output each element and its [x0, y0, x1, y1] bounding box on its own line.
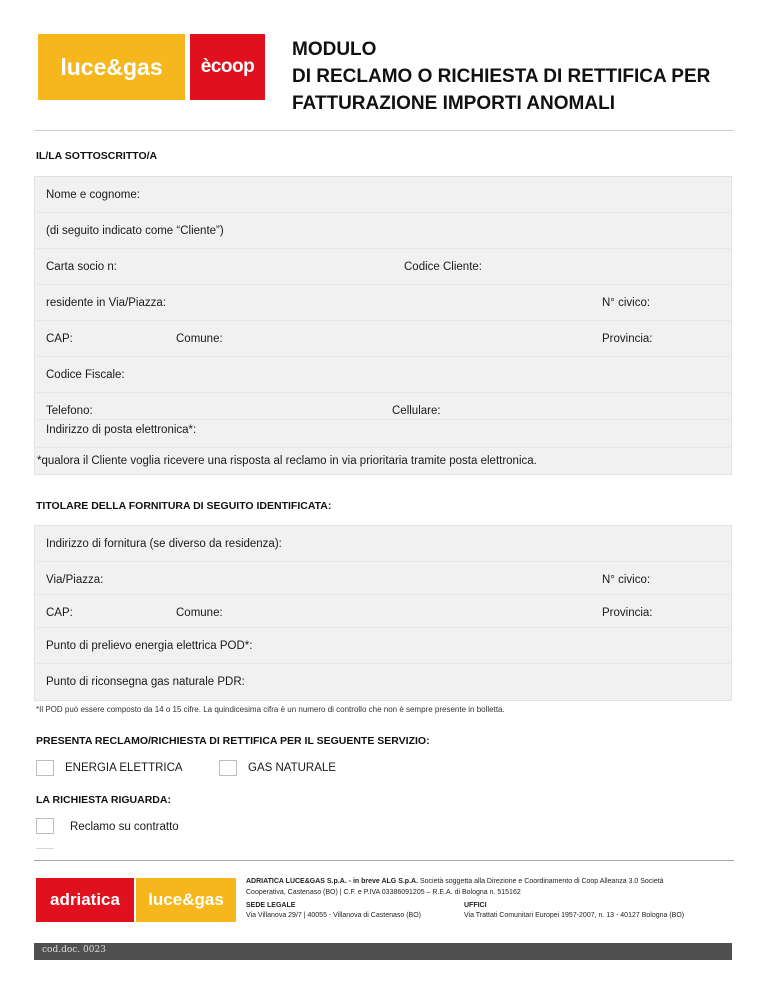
section-sottoscritto-heading: IL/LA SOTTOSCRITTO/A	[36, 150, 158, 162]
checkbox-gas-naturale[interactable]	[219, 760, 237, 776]
section-richiesta-heading: LA RICHIESTA RIGUARDA:	[36, 794, 171, 806]
footer-company-name: ADRIATICA LUCE&GAS S.p.A. - in breve ALG S.p.A.	[246, 878, 419, 885]
header-divider	[34, 130, 734, 131]
row-pdr[interactable]	[35, 664, 731, 700]
checkbox-energia-elettrica[interactable]	[36, 760, 54, 776]
label-comune: Comune:	[176, 333, 223, 345]
footer-company-line-2: Cooperativa, Castenaso (BO) | C.F. e P.IVA 03386091205 – R.E.A. di Bologna n. 515162	[246, 889, 521, 896]
row-telefono[interactable]	[35, 393, 731, 420]
section-fornitura-heading: TITOLARE DELLA FORNITURA DI SEGUITO IDENTIFICATA:	[36, 500, 332, 512]
label-civico-fornitura: N° civico:	[602, 574, 651, 586]
doc-code-bar	[34, 943, 732, 960]
label-civico: N° civico:	[602, 297, 651, 309]
label-codice-cliente: Codice Cliente:	[404, 261, 482, 273]
footer-uffici-address: Via Trattati Comunitari Europei 1957-2007, n. 13 - 40127 Bologna (BO)	[464, 912, 685, 919]
footer-sede-label: SEDE LEGALE	[246, 902, 296, 909]
label-energia-elettrica: ENERGIA ELETTRICA	[65, 762, 183, 774]
doc-code: cod.doc. 0023	[42, 945, 106, 955]
footer-company-rest: Società soggetta alla Direzione e Coordinamento di Coop Alleanza 3.0 Società	[418, 878, 664, 885]
label-gas-naturale: GAS NATURALE	[248, 762, 336, 774]
label-pod: Punto di prelievo energia elettrica POD*:	[46, 640, 253, 652]
sottoscritto-form	[34, 176, 732, 475]
label-provincia: Provincia:	[602, 333, 653, 345]
footer-company-line-1	[246, 878, 664, 885]
row-seguito[interactable]	[35, 213, 731, 249]
label-pdr: Punto di riconsegna gas naturale PDR:	[46, 676, 245, 688]
label-codice-fiscale: Codice Fiscale:	[46, 369, 125, 381]
luce-gas-logo: luce&gas	[38, 34, 185, 100]
row-codice-fiscale[interactable]	[35, 357, 731, 393]
title-line-1: MODULO	[292, 39, 377, 60]
footer-luce-gas-logo: luce&gas	[136, 878, 236, 922]
row-cap-fornitura[interactable]	[35, 595, 731, 628]
label-reclamo-contratto: Reclamo su contratto	[70, 821, 179, 833]
checkbox-edge-partial	[36, 848, 54, 849]
row-indirizzo-fornitura[interactable]	[35, 526, 731, 562]
title-line-2: DI RECLAMO O RICHIESTA DI RETTIFICA PER	[292, 66, 711, 87]
label-carta-socio: Carta socio n:	[46, 261, 117, 273]
row-via-fornitura[interactable]	[35, 562, 731, 595]
row-email[interactable]	[35, 420, 731, 448]
label-residente: residente in Via/Piazza:	[46, 297, 166, 309]
label-nome: Nome e cognome:	[46, 189, 140, 201]
coop-logo: ècoop	[190, 34, 265, 100]
label-seguito: (di seguito indicato come “Cliente”)	[46, 225, 224, 237]
footer-sede-address: Via Villanova 29/7 | 40055 - Villanova di Castenaso (BO)	[246, 912, 421, 919]
row-pod[interactable]	[35, 628, 731, 664]
form-title	[292, 36, 710, 117]
row-email-note	[35, 448, 731, 474]
fornitura-form	[34, 525, 732, 701]
row-residenza[interactable]	[35, 285, 731, 321]
section-servizio-heading: PRESENTA RECLAMO/RICHIESTA DI RETTIFICA PER IL SEGUENTE SERVIZIO:	[36, 735, 430, 747]
label-via-fornitura: Via/Piazza:	[46, 574, 104, 586]
footer-uffici-label: UFFICI	[464, 902, 487, 909]
label-cellulare: Cellulare:	[392, 405, 441, 417]
pod-note: *Il POD può essere composto da 14 o 15 cifre. La quindicesima cifra è un numero di controllo che non è sempre presente in bolletta.	[36, 705, 505, 714]
row-cap-comune[interactable]	[35, 321, 731, 357]
checkbox-reclamo-contratto[interactable]	[36, 818, 54, 834]
label-email: Indirizzo di posta elettronica*:	[46, 424, 197, 436]
email-note: *qualora il Cliente voglia ricevere una risposta al reclamo in via prioritaria tramite posta elettronica.	[37, 455, 537, 467]
label-cap: CAP:	[46, 333, 73, 345]
adriatica-logo: adriatica	[36, 878, 134, 922]
label-cap-fornitura: CAP:	[46, 607, 73, 619]
label-provincia-fornitura: Provincia:	[602, 607, 653, 619]
label-telefono: Telefono:	[46, 405, 93, 417]
row-nome[interactable]	[35, 177, 731, 213]
row-carta-codice[interactable]	[35, 249, 731, 285]
title-line-3: FATTURAZIONE IMPORTI ANOMALI	[292, 93, 615, 114]
label-indirizzo-fornitura: Indirizzo di fornitura (se diverso da residenza):	[46, 538, 282, 550]
label-comune-fornitura: Comune:	[176, 607, 223, 619]
footer-divider	[34, 860, 734, 861]
